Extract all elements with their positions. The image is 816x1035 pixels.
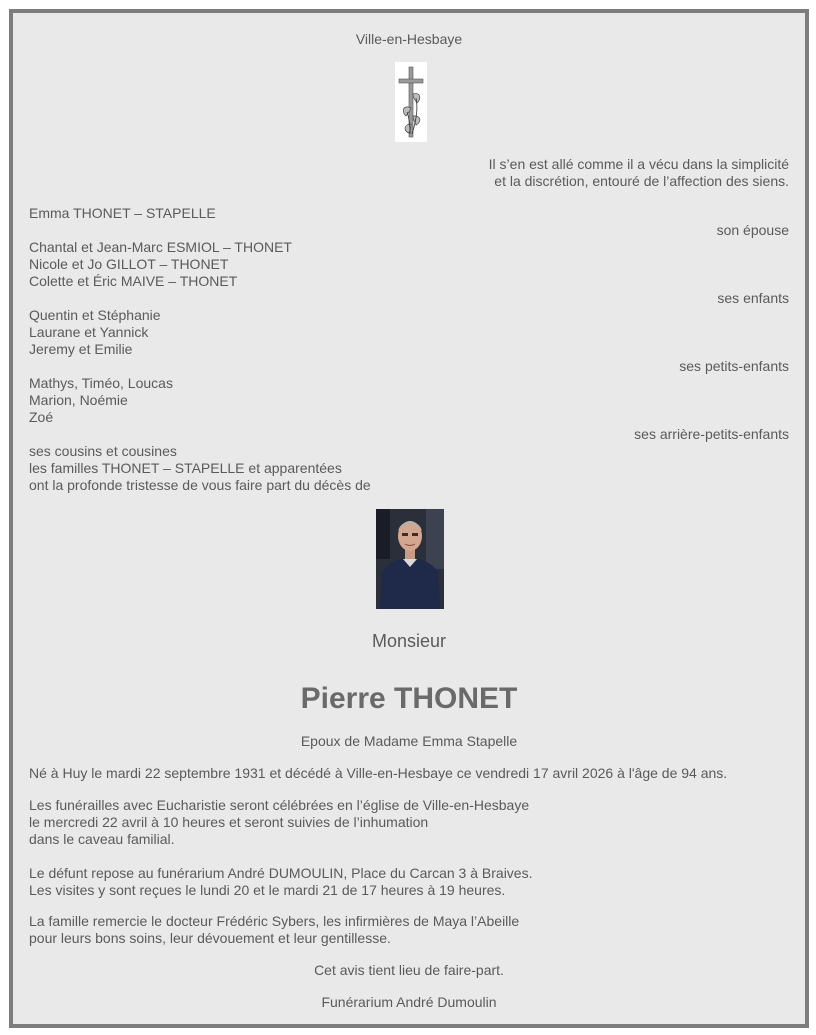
birth-death-line: Né à Huy le mardi 22 septembre 1931 et décédé à Ville-en-Hesbaye ce vendredi 17 avril 2026 à l'âge de 94 ans.: [29, 765, 728, 781]
deceased-name: Pierre THONET: [300, 682, 518, 715]
grandchildren-label: ses petits-enfants: [679, 358, 789, 374]
funeral-home-signature: Funérarium André Dumoulin: [321, 994, 497, 1010]
funeral-line: le mercredi 22 avril à 10 heures et seront suivies de l’inhumation: [29, 814, 429, 830]
location-heading: Ville-en-Hesbaye: [355, 31, 463, 47]
child-line: Chantal et Jean-Marc ESMIOL – THONET: [29, 239, 292, 255]
funeral-line: dans le caveau familial.: [29, 831, 175, 847]
great-grandchild-line: Zoé: [29, 409, 54, 425]
great-grandchild-line: Marion, Noémie: [29, 392, 128, 408]
child-line: Nicole et Jo GILLOT – THONET: [29, 256, 229, 272]
great-grandchildren-label: ses arrière-petits-enfants: [634, 426, 789, 442]
portrait-photo: [376, 509, 444, 609]
quote-line-1: Il s’en est allé comme il a vécu dans la simplicité: [488, 156, 789, 172]
visit-line: Le défunt repose au funérarium André DUMOULIN, Place du Carcan 3 à Braives.: [29, 865, 533, 881]
visit-line: Les visites y sont reçues le lundi 20 et le mardi 21 de 17 heures à 19 heures.: [29, 882, 506, 898]
thanks-line: La famille remercie le docteur Frédéric Sybers, les infirmières de Maya l’Abeille: [29, 913, 520, 929]
quote-line-2: et la discrétion, entouré de l’affection des siens.: [494, 173, 789, 189]
great-grandchild-line: Mathys, Timéo, Loucas: [29, 375, 173, 391]
funeral-line: Les funérailles avec Eucharistie seront célébrées en l’église de Ville-en-Hesbaye: [29, 797, 530, 813]
grandchild-line: Jeremy et Emilie: [29, 341, 133, 357]
deceased-title: Monsieur: [371, 631, 447, 651]
notice-line: Cet avis tient lieu de faire-part.: [314, 962, 504, 978]
grandchild-line: Quentin et Stéphanie: [29, 307, 161, 323]
children-label: ses enfants: [717, 290, 789, 306]
spouse-label: son épouse: [716, 222, 789, 238]
thanks-line: pour leurs bons soins, leur dévouement et leur gentillesse.: [29, 930, 391, 946]
spouse-of-line: Epoux de Madame Emma Stapelle: [300, 733, 518, 749]
cross-with-lily-icon: [395, 62, 427, 142]
announcement-line: ont la profonde tristesse de vous faire part du décès de: [29, 477, 371, 493]
obituary-card: [9, 9, 809, 1028]
child-line: Colette et Éric MAIVE – THONET: [29, 273, 238, 289]
relatives-line: les familles THONET – STAPELLE et apparentées: [29, 460, 342, 476]
spouse-name: Emma THONET – STAPELLE: [29, 205, 216, 221]
relatives-line: ses cousins et cousines: [29, 443, 177, 459]
grandchild-line: Laurane et Yannick: [29, 324, 149, 340]
